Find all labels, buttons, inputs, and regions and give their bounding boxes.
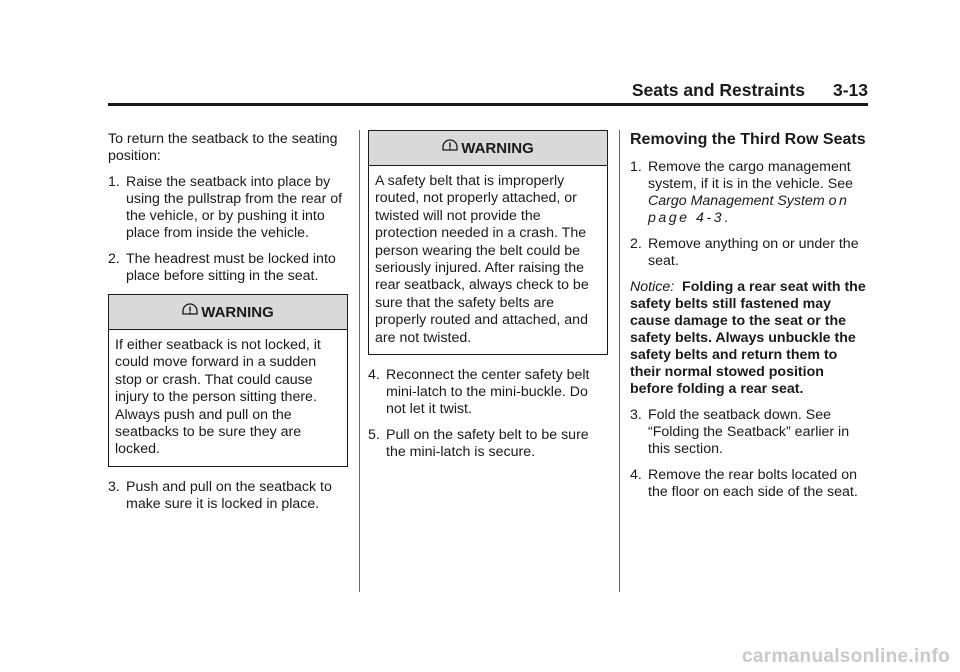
warning-title: WARNING [201,303,274,321]
list-item: 3. Push and pull on the seatback to make sure it is locked in place. [108,478,332,512]
notice [630,279,870,398]
header-rule [108,103,868,106]
page-header [108,80,868,101]
warning-icon [442,139,458,155]
list-item: 2. The headrest must be locked into place before sitting in the seat. [108,251,336,284]
warning-header [369,131,607,166]
column-3 [630,130,870,510]
intro-text: To return the seatback to the seating position: [108,131,338,164]
warning-text: A safety belt that is improperly routed, not properly attached, or twisted will not provide the protection needed in a crash. The person wearing the belt could be seriously injured. After raising the rear seatback, always check to be sure that the safety belts are properly routed and attached, and are not twisted. [375,173,589,346]
warning-text: If either seatback is not locked, it could move forward in a sudden stop or crash. That could cause injury to the person sitting there. Always push and pull on the seatbacks to be sure they are locked. [115,337,321,458]
list-item: 2. Remove anything on or under the seat. [630,236,859,269]
list-item: 1. Raise the seatback into place by using the pullstrap from the rear of the vehicle, or by pushing it into place from inside the vehicle. [108,174,343,241]
list-item: 1. Remove the cargo management system, if it is in the vehicle. See Cargo Management System on page 4-3. [630,159,854,226]
list-item: 3. Fold the seatback down. See “Folding the Seatback” earlier in this section. [630,407,850,457]
column-1 [108,131,348,522]
section-title: Seats and Restraints [631,80,805,100]
column-divider [359,130,360,592]
column-2 [368,126,608,470]
page-number: 3-13 [832,80,868,100]
warning-icon [182,303,198,319]
list-item: 5. Pull on the safety belt to be sure the mini-latch is secure. [368,427,589,461]
warning-title: WARNING [461,139,534,157]
column-divider [619,130,620,592]
watermark: carmanualsonline.info [742,646,950,667]
cross-reference[interactable]: Cargo Management System on page 4-3 [648,193,850,226]
list-item: 4. Reconnect the center safety belt mini-latch to the mini-buckle. Do not let it twist. [368,367,590,418]
notice-label: Notice: [630,279,675,295]
list-item: 4. Remove the rear bolts located on the floor on each side of the seat. [630,467,858,500]
section-heading: Removing the Third Row Seats [630,131,866,148]
warning-box [368,130,608,355]
notice-text: Folding a rear seat with the safety belts still fastened may cause damage to the seat or the safety belts. Always unbuckle the safety belts and return them to their normal stowed position before folding a rear seat. [630,279,866,397]
warning-header [109,295,347,330]
warning-box [108,294,348,467]
